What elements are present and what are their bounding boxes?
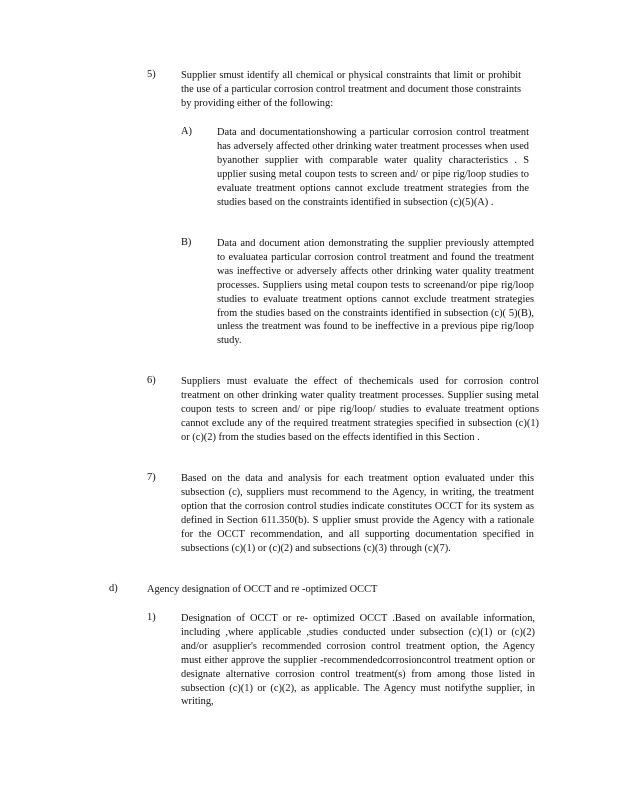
- section-heading: Agency designation of OCCT and re -optimized OCCT: [147, 584, 378, 595]
- item-number: B): [181, 237, 192, 248]
- item-text: Based on the data and analysis for each treatment option evaluated under this subsection (c), suppliers must recommend to the Agency, in writing, the treatment option that the corrosion control studies indicate constitutes OCCT for its system as defined in Section 611.350(b). S upplier smust provide the Agency with a rationale for the OCCT recommendation, and all supporting documentation specified in subsections (c)(1) or (c)(2) and subsections (c)(3) through (c)(7).: [181, 473, 534, 554]
- item-text: Data and documentationshowing a particular corrosion control treatment has adversely affected other drinking water treatment processes when used byanother supplier with comparable water quality characteristics . S upplier susing metal coupon tests to screen and/ or pipe rig/loop studies to evaluate treatment options cannot exclude treatment strategies from the studies based on the constraints identified in subsection (c)(5)(A) .: [217, 127, 529, 208]
- item-number: 6): [147, 375, 156, 386]
- item-number: 7): [147, 472, 156, 483]
- item-number: 1): [147, 612, 156, 623]
- item-text: Designation of OCCT or re- optimized OCCT .Based on available information, including ,where applicable ,studies conducted under subsection (c)(1) or (c)(2) and/or asupplier's recommended corrosion control treatment option, the Agency must either approve the supplier -recommendedcorrosioncontrol treatment option or designate alternative corrosion control treatment(s) from among those listed in subsection (c)(1) or (c)(2), as applicable. The Agency must notifythe supplier, in writing,: [181, 613, 535, 708]
- item-text: Data and document ation demonstrating the supplier previously attempted to evaluatea particular corrosion control treatment and found the treatment was ineffective or adversely affects other drinking water quality treatment processes. Suppliers using metal coupon tests to screenand/or pipe rig/loop studies to evaluate treatment options cannot exclude treatment strategies from the studies based on the constraints identified in subsection (c)( 5)(B), unless the treatment was found to be ineffective in a previous pipe rig/loop study.: [217, 238, 534, 347]
- item-number: 5): [147, 69, 156, 80]
- item-number: A): [181, 126, 192, 137]
- item-number: d): [109, 583, 118, 594]
- item-text: Suppliers must evaluate the effect of thechemicals used for corrosion control treatment on other drinking water quality treatment processes. Supplier susing metal coupon tests to screen and/ or pipe rig/loop/ studies to evaluate treatment options cannot exclude any of the required treatment strategies specified in subsection (c)(1) or (c)(2) from the studies based on the effects identified in this Section .: [181, 376, 539, 443]
- item-text: Supplier smust identify all chemical or physical constraints that limit or prohibit the use of a particular corrosion control treatment and document those constraints by providing either of the following:: [181, 70, 521, 109]
